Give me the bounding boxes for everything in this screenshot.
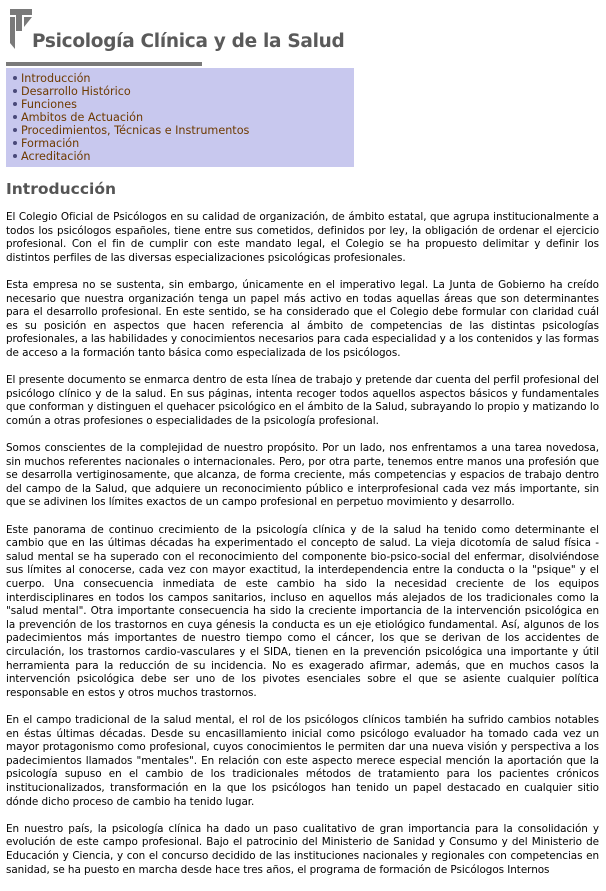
paragraph: El Colegio Oficial de Psicólogos en su calidad de organización, de ámbito estatal, que agrupa institucionalmente a todos los psicólogos españoles, tiene entre sus cometidos, definidos por ley, la obligación de ordenar el ejercicio profesional. Con el fin de cumplir con este mandato legal, el Colegio se ha propuesto delimitar y definir los distintos perfiles de las diversas especializaciones psicológicas profesionales. [6,211,599,264]
nav-item-acreditacion [12,150,354,163]
nav-item-ambitos [12,111,354,124]
nav-item-procedimientos [12,124,354,137]
bullet-icon [13,128,17,132]
paragraph: En el campo tradicional de la salud mental, el rol de los psicólogos clínicos también ha sufrido cambios notables en éstas últimas décadas. Desde su encasillamiento inicial como psicólogo evaluador ha tomado cada vez un mayor protagonismo como profesional, cuyos conocimientos le permiten dar una nueva visión y perspectiva a los padecimientos llamados "mentales". En relación con este aspecto merece especial mención la aportación que la psicología supuso en el cambio de los tradicionales métodos de tratamiento para los pacientes crónicos institucionalizados, transformación en la que los psicólogos han tenido un papel destacado en cualquier sitio dónde dicho proceso de cambio ha tenido lugar. [6,713,599,808]
paragraph: El presente documento se enmarca dentro de esta línea de trabajo y pretende dar cuenta del perfil profesional del psicólogo clínico y de la salud. En sus páginas, intenta recoger todos aquellos aspectos básicos y fundamentales que conforman y distinguen el quehacer psicológico en el ámbito de la Salud, subrayando lo propio y matizando lo común a otras profesiones o especialidades de la psicología profesional. [6,374,599,427]
nav-link-acreditacion[interactable]: Acreditación [21,150,91,163]
paragraph: En nuestro país, la psicología clínica ha dado un paso cualitativo de gran importancia para la consolidación y evolución de este campo profesional. Bajo el patrocinio del Ministerio de Sanidad y Consumo y del Ministerio de Educación y Ciencia, y con el concurso decidido de las instituciones nacionales y regionales con competencias en sanidad, se ha puesto en marcha desde hace tres años, el programa de formación de Psicólogos Internos [6,822,599,876]
bullet-icon [13,154,17,158]
nav-link-ambitos[interactable]: Ambitos de Actuación [21,111,144,124]
section-nav [6,68,354,167]
section-title: Introducción [6,180,117,198]
page-header [0,0,606,68]
site-title: Psicología Clínica y de la Salud [32,31,345,52]
article-body [6,211,599,891]
paragraph: Esta empresa no se sustenta, sin embargo, únicamente en el imperativo legal. La Junta de Gobierno ha creído necesario que nuestra organización tenga un papel más activo en todas aquellas áreas que son determinantes para el desarrollo profesional. En este sentido, se ha considerado que el Colegio debe formular con claridad cuál es su posición en aspectos que hacen referencia al ámbito de competencias de las distintas psicologías profesionales, a las habilidades y conocimientos necesarios para cada especialidad y a los contenidos y las formas de acceso a la formación tanto básica como especializada de los psicólogos. [6,278,599,359]
nav-item-formacion [12,137,354,150]
bullet-icon [13,76,17,80]
nav-list [12,72,354,163]
nav-item-introduccion [12,72,354,85]
nav-item-desarrollo-historico [12,85,354,98]
bullet-icon [13,141,17,145]
header-rule [6,62,202,66]
nav-link-funciones[interactable]: Funciones [21,98,77,111]
nav-item-funciones [12,98,354,111]
paragraph: Este panorama de continuo crecimiento de la psicología clínica y de la salud ha tenido como determinante el cambio que en las últimas décadas ha experimentado el concepto de salud. La vieja dicotomía de salud física - salud mental se ha superado con el reconocimiento del componente bio-psico-social del enfermar, disolviéndose sus límites al conocerse, cada vez con mayor exactitud, la interdependencia entre la conducta o la "psique" y el cuerpo. Una consecuencia inmediata de este cambio ha sido la necesidad creciente de los equipos interdisciplinares en todos los campos sanitarios, incluso en aquellos más alejados de los tradicionales como la "salud mental". Otra importante consecuencia ha sido la creciente importancia de la intervención psicológica en la prevención de los trastornos en cuya génesis la conducta es un eje etiológico fundamental. Así, algunos de los padecimientos más importantes de nuestro tiempo como el cáncer, los que se derivan de los accidentes de circulación, los trastornos cardio-vasculares y el SIDA, tienen en la prevención psicológica una importante y útil herramienta para la reducción de su incidencia. No es exagerado afirmar, además, que en muchos casos la intervención psicológica debe ser uno de los pivotes esenciales sobre el que se asiente cualquier política responsable en estos y otros muchos trastornos. [6,523,599,699]
nav-link-desarrollo-historico[interactable]: Desarrollo Histórico [21,85,131,98]
nav-link-formacion[interactable]: Formación [21,137,80,150]
paragraph: Somos conscientes de la complejidad de nuestro propósito. Por un lado, nos enfrentamos a una tarea novedosa, sin muchos referentes nacionales o internacionales. Pero, por otra parte, tenemos entre manos una profesión que se desarrolla vertiginosamente, que alcanza, de forma creciente, más competencias y espacios de trabajo dentro del campo de la Salud, que adquiere un reconocimiento público e interprofesional cada vez más importante, sin que se adivinen los límites exactos de un campo profesional en perpetuo movimiento y desarrollo. [6,442,599,509]
nav-link-introduccion[interactable]: Introducción [21,72,91,85]
logo-icon [10,9,32,49]
nav-link-procedimientos[interactable]: Procedimientos, Técnicas e Instrumentos [21,124,250,137]
bullet-icon [13,102,17,106]
bullet-icon [13,115,17,119]
bullet-icon [13,89,17,93]
